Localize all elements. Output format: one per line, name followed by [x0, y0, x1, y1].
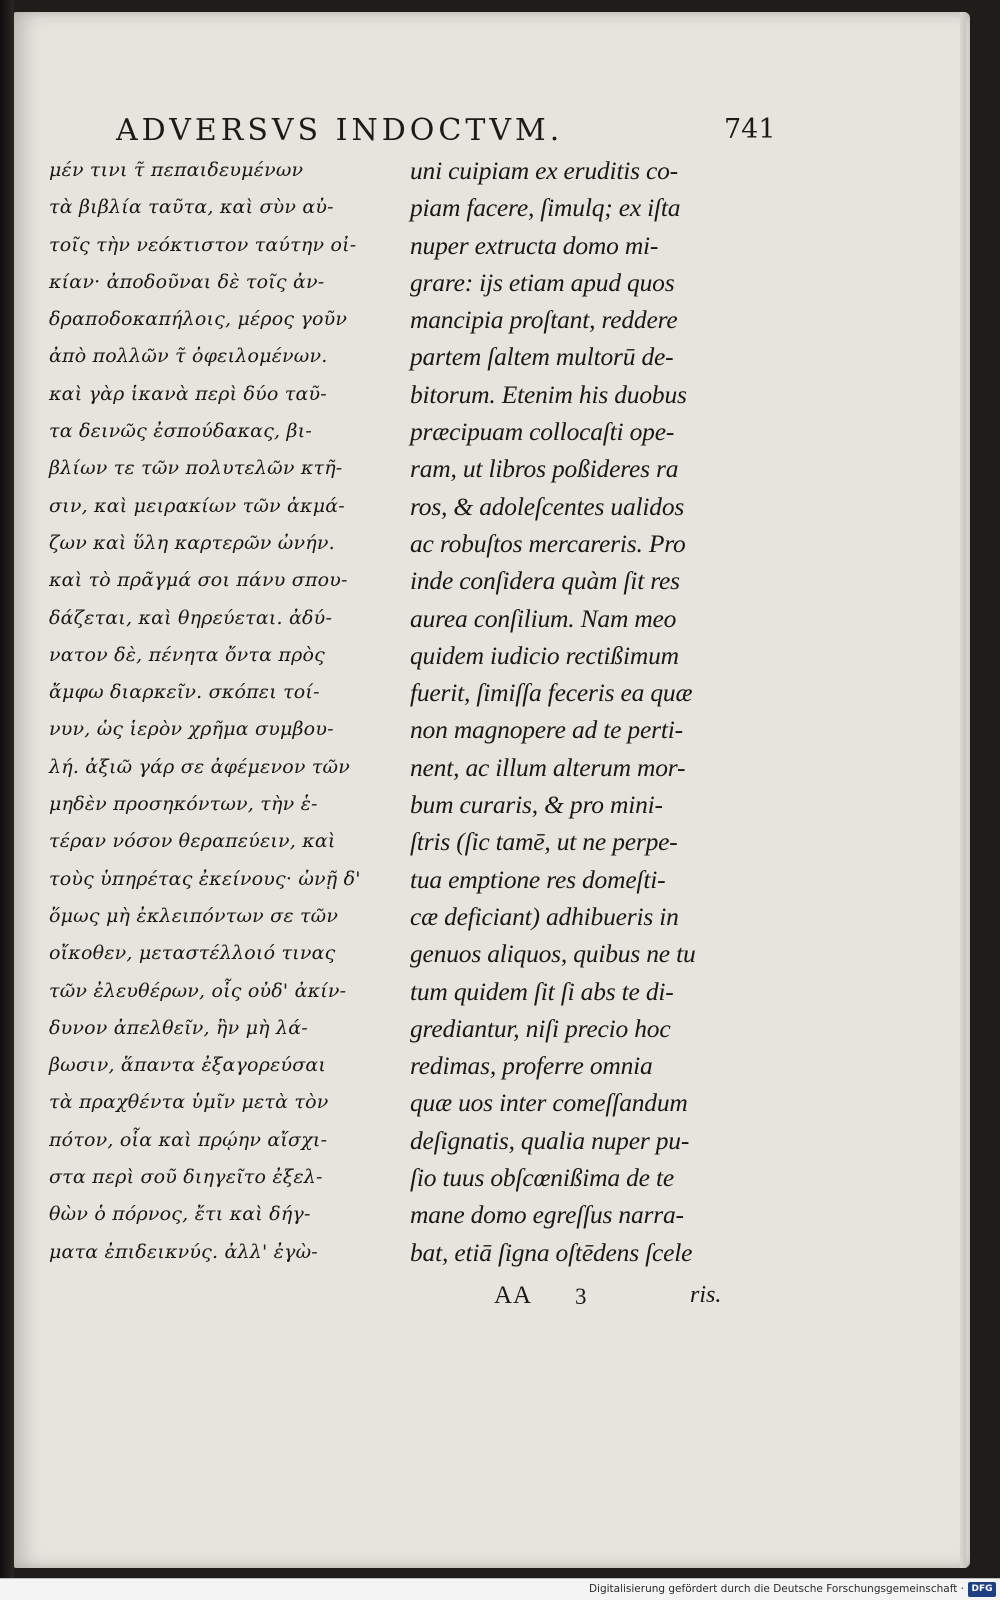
latin-text-line: cæ deficiant) adhibueris in	[410, 901, 679, 931]
greek-text-line: καὶ τὸ πρᾶγμά σοι πάνυ σπου-	[49, 569, 348, 592]
greek-text-line: στα περὶ σοῦ διηγεῖτο ἐξελ-	[49, 1166, 323, 1189]
latin-text-line: bitorum. Etenim his duobus	[410, 379, 687, 409]
latin-text-line: præcipuam collocaſti ope-	[410, 417, 675, 447]
greek-text-line: λή. ἀξιῶ γάρ σε ἀφέμενον τῶν	[49, 755, 350, 778]
signature-number: 3	[575, 1284, 587, 1309]
latin-text-line: partem ſaltem multorū de-	[410, 342, 674, 372]
greek-text-line: τοὺς ὑπηρέτας ἐκείνους· ὠνῇ δ'	[49, 867, 361, 890]
latin-text-line: grare: ijs etiam apud quos	[410, 267, 675, 297]
greek-text-line: ἄμφω διαρκεῖν. σκόπει τοί-	[49, 681, 320, 704]
latin-text-line: nent, ac illum alterum mor-	[410, 752, 686, 782]
greek-text-line: τὰ πραχθέντα ὑμῖν μετὰ τὸν	[49, 1091, 329, 1114]
catchword: ris.	[690, 1282, 722, 1308]
greek-text-line: νατον δὲ, πένητα ὄντα πρὸς	[49, 643, 325, 666]
latin-text-line: mancipia proſtant, reddere	[410, 305, 678, 335]
latin-text-line: quæ uos inter comeſſandum	[410, 1088, 688, 1118]
digitization-credit-text: Digitalisierung gefördert durch die Deutsche Forschungsgemeinschaft ·	[588, 1583, 964, 1595]
greek-text-line: κίαν· ἀποδοῦναι δὲ τοῖς ἀν-	[49, 270, 325, 293]
latin-text-line: grediantur, niſi precio hoc	[410, 1013, 671, 1043]
book-spine-shadow	[0, 0, 14, 1600]
greek-text-line: βλίων τε τῶν πολυτελῶν κτῆ-	[49, 457, 343, 480]
greek-text-line: τέραν νόσον θεραπεύειν, καὶ	[49, 830, 336, 853]
latin-text-line: tua emptione res domeſti-	[410, 864, 666, 894]
latin-text-line: non magnopere ad te perti-	[410, 715, 683, 745]
latin-text-line: bat, etiā ſigna oſtēdens ſcele	[410, 1237, 693, 1267]
latin-text-line: aurea conſilium. Nam meo	[410, 603, 677, 633]
greek-text-line: δυνον ἀπελθεῖν, ἢν μὴ λά-	[49, 1016, 308, 1039]
page-number: 741	[724, 114, 776, 145]
latin-text-line: ros, & adoleſcentes ualidos	[410, 491, 685, 521]
greek-text-line: ὅμως μὴ ἐκλειπόντων σε τῶν	[49, 904, 339, 927]
dfg-logo: DFG	[968, 1582, 996, 1597]
latin-text-line: redimas, proferre omnia	[410, 1051, 653, 1081]
latin-text-line: piam facere, ſimulq; ex iſta	[410, 193, 681, 223]
page-edge	[960, 12, 966, 1568]
greek-text-line: ζων καὶ ὕλη καρτερῶν ὠνήν.	[49, 531, 335, 554]
greek-text-line: βωσιν, ἅπαντα ἐξαγορεύσαι	[49, 1054, 327, 1077]
latin-text-line: ſtris (ſic tamē, ut ne perpe-	[410, 827, 678, 857]
latin-text-line: mane domo egreſſus narra-	[410, 1200, 684, 1230]
greek-text-line: οἴκοθεν, μεταστέλλοιό τινας	[49, 942, 336, 965]
running-head: ADVERSVS INDOCTVM.	[116, 113, 564, 148]
digitization-credit-bar	[0, 1578, 1000, 1600]
latin-text-line: quidem iudicio rectißimum	[410, 640, 679, 670]
latin-text-line: nuper extructa domo mi-	[410, 230, 659, 260]
greek-text-line: δραποδοκαπήλοις, μέρος γοῦν	[49, 308, 348, 331]
greek-text-line: πότον, οἷα καὶ πρῴην αἴσχι-	[49, 1128, 328, 1151]
greek-text-line: τα δεινῶς ἐσπούδακας, βι-	[49, 420, 312, 443]
latin-text-line: deſignatis, qualia nuper pu-	[410, 1125, 690, 1155]
latin-text-line: tum quidem ſit ſi abs te di-	[410, 976, 674, 1006]
greek-text-column	[49, 152, 389, 1271]
latin-text-line: fuerit, ſimiſſa feceris ea quæ	[410, 678, 693, 708]
greek-text-line: νυν, ὡς ἱερὸν χρῆμα συμβου-	[49, 718, 334, 741]
greek-text-line: ματα ἐπιδεικνύς. ἀλλ' ἐγὼ-	[49, 1240, 318, 1263]
latin-text-line: inde conſidera quàm ſit res	[410, 566, 680, 596]
latin-text-column	[410, 152, 740, 1271]
greek-text-line: τὰ βιβλία ταῦτα, καὶ σὺν αὐ-	[49, 196, 334, 219]
latin-text-line: ram, ut libros poßideres ra	[410, 454, 679, 484]
latin-text-line: uni cuipiam ex eruditis co-	[410, 156, 678, 185]
greek-text-line: σιν, καὶ μειρακίων τῶν ἀκμά-	[49, 494, 345, 517]
greek-text-line: τῶν ἐλευθέρων, οἷς οὐδ' ἀκίν-	[49, 979, 347, 1002]
greek-text-line: δάζεται, καὶ θηρεύεται. ἀδύ-	[49, 606, 333, 629]
latin-text-line: ſio tuus obſcœnißima de te	[410, 1163, 674, 1193]
latin-text-line: bum curaris, & pro mini-	[410, 790, 663, 820]
greek-text-line: τοῖς τὴν νεόκτιστον ταύτην οἰ-	[49, 233, 357, 256]
greek-text-line: θὼν ὁ πόρνος, ἔτι καὶ δήγ-	[49, 1203, 311, 1226]
greek-text-line: μέν τινι τ̃ πεπαιδευμένων	[49, 159, 304, 181]
greek-text-line: ἀπὸ πολλῶν τ̃ ὀφειλομένων.	[49, 345, 328, 368]
latin-text-line: genuos aliquos, quibus ne tu	[410, 939, 696, 969]
greek-text-line: μηδὲν προσηκόντων, τὴν ἑ-	[49, 793, 318, 816]
latin-text-line: ac robuſtos mercareris. Pro	[410, 528, 686, 558]
printer-signature: AA	[494, 1282, 533, 1309]
greek-text-line: καὶ γὰρ ἱκανὰ περὶ δύο ταῦ-	[49, 382, 327, 405]
